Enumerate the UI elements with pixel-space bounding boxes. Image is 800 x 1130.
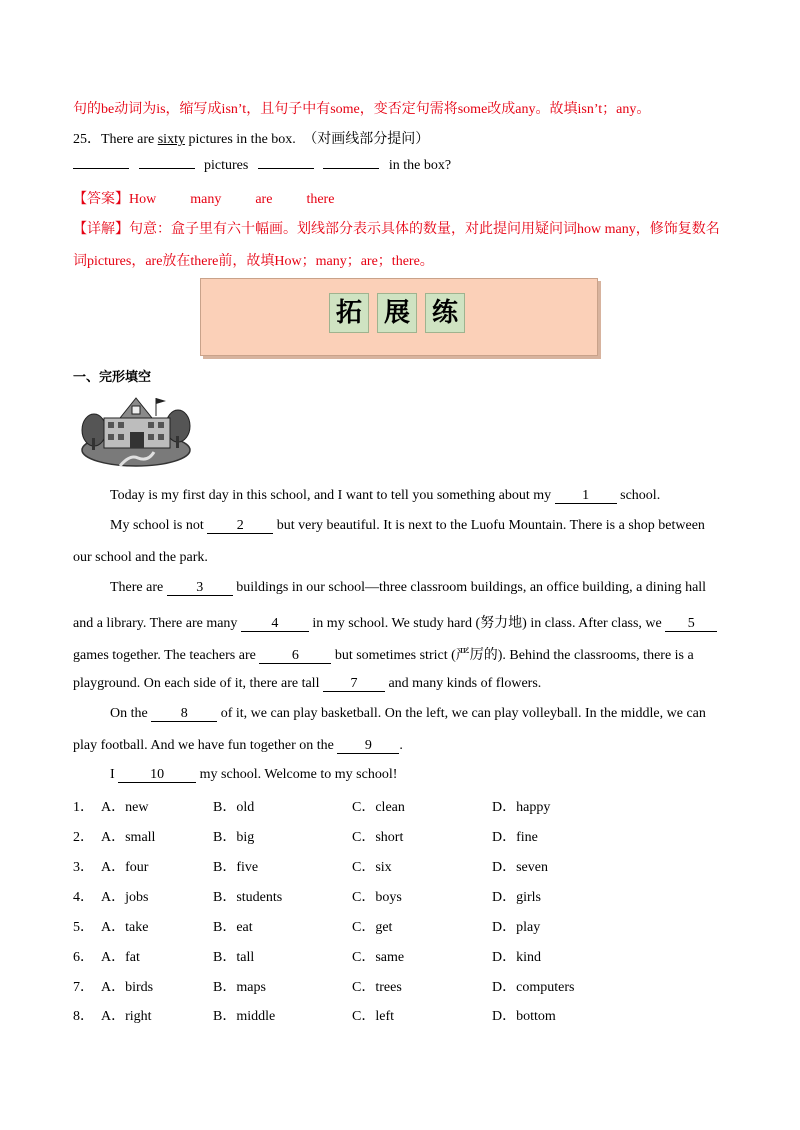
question-25: [73, 128, 429, 148]
option-c[interactable]: C．get: [352, 920, 393, 935]
option-b[interactable]: B．tall: [213, 950, 255, 965]
option-a[interactable]: A．four: [101, 860, 149, 875]
question-number: 25．: [73, 132, 101, 147]
answer-word: How: [129, 192, 157, 207]
detail-line-2: 词pictures，are放在there前，故填How；many；are；there。: [73, 254, 434, 269]
passage-line: [73, 644, 694, 664]
option-b[interactable]: B．five: [213, 860, 259, 875]
question-text-pre: There are: [101, 132, 158, 147]
option-number: 7．: [73, 980, 94, 995]
passage-text: in my school. We study hard (努力地) in class. After class, we: [308, 616, 666, 631]
option-c[interactable]: C．clean: [352, 800, 405, 815]
underlined-word: sixty: [157, 132, 185, 147]
passage-text: school.: [616, 488, 661, 503]
answer-blank[interactable]: [258, 168, 314, 169]
option-d[interactable]: D．bottom: [492, 1009, 556, 1024]
option-b[interactable]: B．middle: [213, 1009, 276, 1024]
passage-text: of it, we can play basketball. On the left, we can play volleyball. In the middle, we can: [217, 706, 706, 721]
section-banner: [200, 278, 598, 356]
passage-line: [110, 706, 706, 722]
answer-blank[interactable]: [139, 168, 195, 169]
passage-text: playground. On each side of it, there are tall: [73, 676, 323, 691]
option-a[interactable]: A．birds: [101, 980, 154, 995]
cloze-blank[interactable]: 7: [323, 677, 385, 692]
cloze-blank[interactable]: 2: [207, 519, 273, 534]
option-c[interactable]: C．left: [352, 1009, 394, 1024]
answer-word: there: [306, 192, 335, 207]
section-title: 一、完形填空: [73, 370, 152, 385]
cloze-blank[interactable]: 8: [151, 707, 217, 722]
answer-line-end: in the box?: [388, 158, 452, 173]
passage-text: There are: [110, 580, 167, 595]
option-d[interactable]: D．computers: [492, 980, 575, 995]
answer-label: 【答案】: [73, 192, 129, 207]
option-b[interactable]: B．big: [213, 830, 255, 845]
option-b[interactable]: B．students: [213, 890, 283, 905]
option-b[interactable]: B．maps: [213, 980, 266, 995]
option-number: 2．: [73, 830, 94, 845]
option-a[interactable]: A．fat: [101, 950, 140, 965]
passage-text: games together. The teachers are: [73, 648, 260, 663]
option-d[interactable]: D．fine: [492, 830, 538, 845]
detail-text: 句意：盒子里有六十幅画。划线部分表示具体的数量，对此提问用疑问词how many，修饰复数名: [129, 222, 720, 237]
option-d[interactable]: D．kind: [492, 950, 541, 965]
passage-line: [73, 612, 717, 632]
passage-text: .: [399, 738, 403, 753]
option-c[interactable]: C．six: [352, 860, 392, 875]
passage-text: and many kinds of flowers.: [384, 676, 542, 691]
passage-text: and a library. There are many: [73, 616, 241, 631]
answer-line-mid: pictures: [204, 158, 249, 173]
passage-line: [73, 738, 403, 754]
cloze-blank[interactable]: 5: [665, 617, 717, 632]
cloze-blank[interactable]: 4: [241, 617, 309, 632]
passage-line: [110, 488, 660, 504]
option-a[interactable]: A．take: [101, 920, 149, 935]
cloze-blank[interactable]: 9: [337, 739, 399, 754]
option-a[interactable]: A．jobs: [101, 890, 149, 905]
option-a[interactable]: A．right: [101, 1009, 152, 1024]
cloze-blank[interactable]: 6: [259, 649, 331, 664]
cloze-blank[interactable]: 10: [118, 768, 196, 783]
option-b[interactable]: B．eat: [213, 920, 253, 935]
option-d[interactable]: D．girls: [492, 890, 541, 905]
option-c[interactable]: C．boys: [352, 890, 402, 905]
passage-text: I: [110, 767, 119, 782]
option-number: 8．: [73, 1009, 94, 1024]
passage-text: my school. Welcome to my school!: [196, 767, 398, 782]
option-d[interactable]: D．play: [492, 920, 541, 935]
option-number: 5．: [73, 920, 94, 935]
school-illustration: [80, 392, 192, 468]
answer-word: are: [255, 192, 273, 207]
option-a[interactable]: A．small: [101, 830, 156, 845]
question-text-post: pictures in the box.: [184, 132, 296, 147]
passage-line: our school and the park.: [73, 550, 208, 565]
passage-text: My school is not: [110, 518, 208, 533]
option-number: 6．: [73, 950, 94, 965]
option-number: 1．: [73, 800, 94, 815]
option-number: 3．: [73, 860, 94, 875]
option-b[interactable]: B．old: [213, 800, 255, 815]
detail-label: 【详解】: [73, 222, 129, 237]
passage-text: play football. And we have fun together on the: [73, 738, 338, 753]
passage-line: [73, 676, 541, 692]
option-c[interactable]: C．trees: [352, 980, 402, 995]
answer-blank[interactable]: [73, 168, 129, 169]
passage-line: [110, 767, 397, 783]
detail-line-1: [73, 218, 720, 238]
passage-text: but very beautiful. It is next to the Luofu Mountain. There is a shop between: [273, 518, 705, 533]
option-c[interactable]: C．same: [352, 950, 405, 965]
option-number: 4．: [73, 890, 94, 905]
cloze-blank[interactable]: 1: [555, 489, 617, 504]
banner-char: 拓: [329, 293, 369, 333]
passage-text: buildings in our school—three classroom buildings, an office building, a dining hall: [232, 580, 707, 595]
option-d[interactable]: D．happy: [492, 800, 551, 815]
banner-char: 练: [425, 293, 465, 333]
option-d[interactable]: D．seven: [492, 860, 548, 875]
answer-row: [73, 188, 334, 208]
cloze-blank[interactable]: 3: [167, 581, 233, 596]
answer-blank[interactable]: [323, 168, 379, 169]
passage-text: but sometimes strict (严厉的). Behind the classrooms, there is a: [331, 648, 694, 663]
option-a[interactable]: A．new: [101, 800, 149, 815]
question-25-answer-line: [73, 158, 451, 174]
top-explanation: 句的be动词为is，缩写成isn’t，且句子中有some，变否定句需将some改成any。故填isn’t；any。: [73, 102, 651, 117]
passage-text: On the: [110, 706, 152, 721]
passage-text: Today is my first day in this school, and I want to tell you something about my: [110, 488, 555, 503]
banner-char: 展: [377, 293, 417, 333]
answer-word: many: [190, 192, 222, 207]
option-c[interactable]: C．short: [352, 830, 404, 845]
passage-line: [110, 518, 705, 534]
question-instruction: （对画线部分提问）: [303, 132, 430, 147]
passage-line: [110, 580, 706, 596]
